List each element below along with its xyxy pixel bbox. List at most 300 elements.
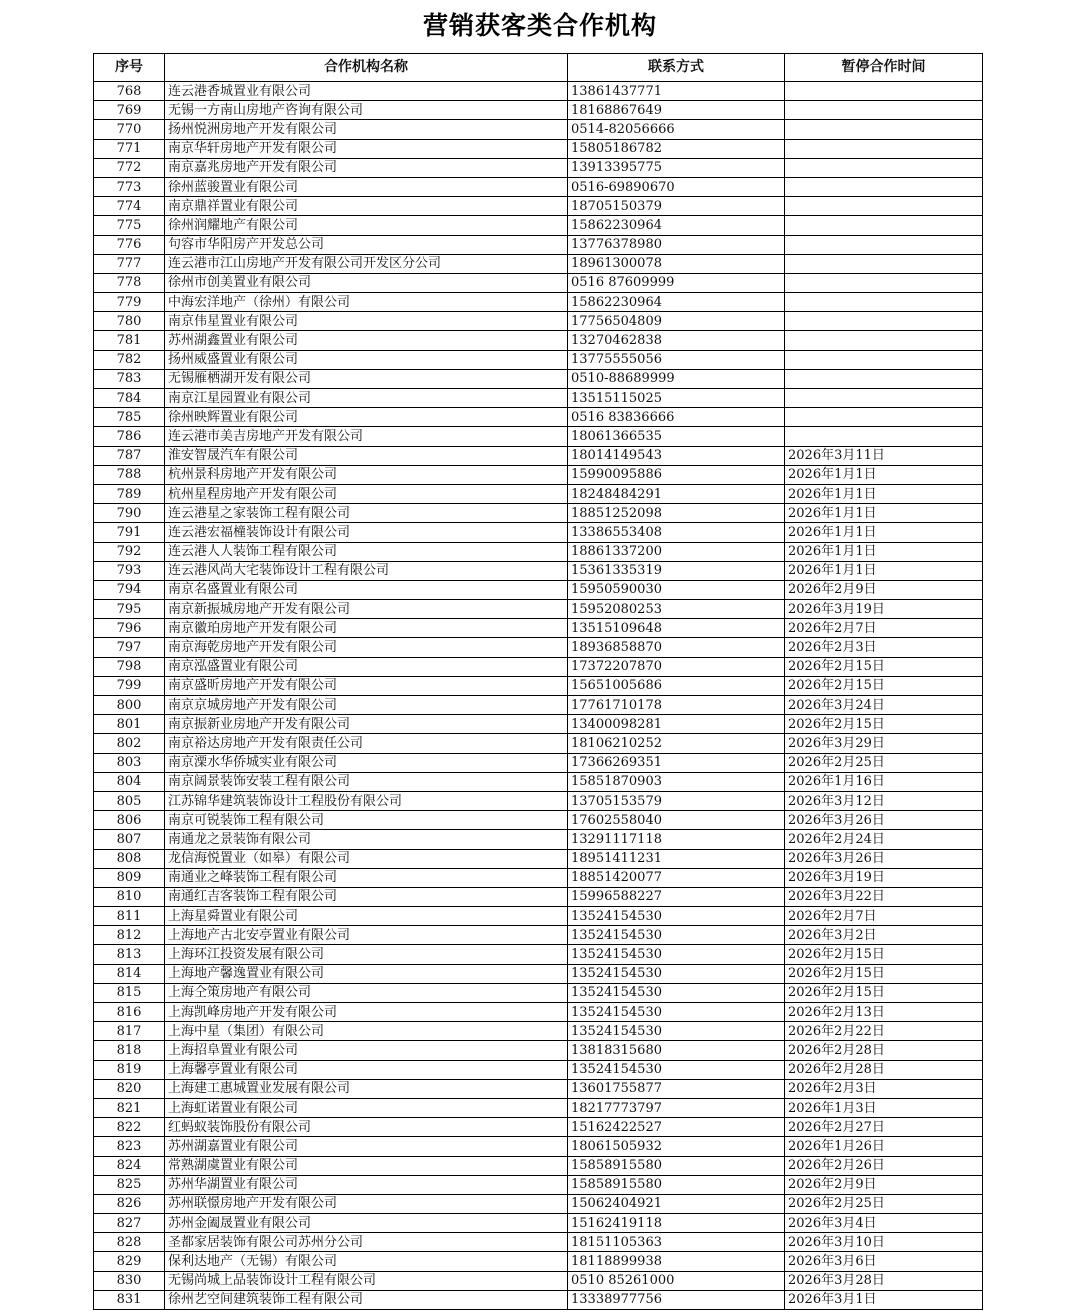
institution-name-cell: 无锡一方南山房地产咨询有限公司 [165,101,568,120]
contact-cell: 18061366535 [568,427,785,446]
header-institution-name: 合作机构名称 [165,54,568,82]
contact-cell: 13524154530 [568,1060,785,1079]
contact-cell: 13601755877 [568,1079,785,1098]
suspension-date-cell: 2026年3月22日 [785,887,983,906]
institution-name-cell: 南京溧水华侨城实业有限公司 [165,753,568,772]
suspension-date-cell: 2026年3月6日 [785,1252,983,1271]
serial-number-cell: 792 [94,542,165,561]
suspension-date-cell: 2026年2月9日 [785,580,983,599]
table-row [94,1290,983,1309]
serial-number-cell: 830 [94,1271,165,1290]
serial-number-cell: 812 [94,926,165,945]
table-row [94,1098,983,1117]
suspension-date-cell: 2026年2月15日 [785,657,983,676]
table-row [94,1194,983,1213]
table-row [94,830,983,849]
table-row [94,887,983,906]
table-row [94,389,983,408]
suspension-date-cell [785,389,983,408]
contact-cell: 13524154530 [568,945,785,964]
suspension-date-cell: 2026年3月19日 [785,868,983,887]
serial-number-cell: 799 [94,676,165,695]
contact-cell: 17756504809 [568,312,785,331]
institution-name-cell: 南京可锐装饰工程有限公司 [165,811,568,830]
serial-number-cell: 780 [94,312,165,331]
suspension-date-cell: 2026年2月15日 [785,676,983,695]
institution-name-cell: 苏州华湖置业有限公司 [165,1175,568,1194]
suspension-date-cell: 2026年1月1日 [785,561,983,580]
serial-number-cell: 772 [94,158,165,177]
institution-name-cell: 苏州湖嘉置业有限公司 [165,1137,568,1156]
institution-name-cell: 上海中星（集团）有限公司 [165,1022,568,1041]
table-row [94,1003,983,1022]
serial-number-cell: 778 [94,273,165,292]
table-row [94,120,983,139]
serial-number-cell: 814 [94,964,165,983]
serial-number-cell: 795 [94,600,165,619]
table-row [94,523,983,542]
table-row [94,197,983,216]
table-row [94,657,983,676]
contact-cell: 13524154530 [568,1003,785,1022]
suspension-date-cell [785,254,983,273]
institution-name-cell: 南京京城房地产开发有限公司 [165,696,568,715]
institution-name-cell: 南京鼎祥置业有限公司 [165,197,568,216]
serial-number-cell: 771 [94,139,165,158]
suspension-date-cell: 2026年2月15日 [785,715,983,734]
table-row [94,350,983,369]
contact-cell: 15996588227 [568,887,785,906]
contact-cell: 13338977756 [568,1290,785,1309]
suspension-date-cell: 2026年3月28日 [785,1271,983,1290]
header-row [94,54,983,82]
suspension-date-cell: 2026年1月1日 [785,523,983,542]
contact-cell: 18106210252 [568,734,785,753]
institution-name-cell: 扬州威盛置业有限公司 [165,350,568,369]
institution-name-cell: 南京泓盛置业有限公司 [165,657,568,676]
serial-number-cell: 824 [94,1156,165,1175]
institution-name-cell: 苏州联憬房地产开发有限公司 [165,1194,568,1213]
serial-number-cell: 806 [94,811,165,830]
suspension-date-cell: 2026年2月28日 [785,1041,983,1060]
table-row [94,369,983,388]
institution-name-cell: 徐州映辉置业有限公司 [165,408,568,427]
serial-number-cell: 779 [94,293,165,312]
contact-cell: 18168867649 [568,101,785,120]
suspension-date-cell [785,120,983,139]
institution-name-cell: 上海星舜置业有限公司 [165,907,568,926]
table-row [94,1137,983,1156]
suspension-date-cell: 2026年3月26日 [785,811,983,830]
contact-cell: 18705150379 [568,197,785,216]
institution-name-cell: 淮安智晟汽车有限公司 [165,446,568,465]
serial-number-cell: 800 [94,696,165,715]
contact-cell: 17366269351 [568,753,785,772]
table-row [94,983,983,1002]
serial-number-cell: 808 [94,849,165,868]
table-row [94,254,983,273]
institution-name-cell: 句容市华阳房产开发总公司 [165,235,568,254]
serial-number-cell: 829 [94,1252,165,1271]
suspension-date-cell: 2026年3月11日 [785,446,983,465]
suspension-date-cell: 2026年2月28日 [785,1060,983,1079]
contact-cell: 13524154530 [568,907,785,926]
contact-cell: 13818315680 [568,1041,785,1060]
contact-cell: 15805186782 [568,139,785,158]
contact-cell: 17761710178 [568,696,785,715]
suspension-date-cell: 2026年1月1日 [785,465,983,484]
header-contact: 联系方式 [568,54,785,82]
table-row [94,139,983,158]
table-row [94,273,983,292]
suspension-date-cell: 2026年3月2日 [785,926,983,945]
contact-cell: 15990095886 [568,465,785,484]
serial-number-cell: 819 [94,1060,165,1079]
contact-cell: 18014149543 [568,446,785,465]
contact-cell: 18861337200 [568,542,785,561]
suspension-date-cell: 2026年2月7日 [785,619,983,638]
table-row [94,216,983,235]
serial-number-cell: 807 [94,830,165,849]
serial-number-cell: 783 [94,369,165,388]
table-row [94,408,983,427]
contact-cell: 15952080253 [568,600,785,619]
table-row [94,600,983,619]
serial-number-cell: 768 [94,82,165,101]
institution-name-cell: 保利达地产（无锡）有限公司 [165,1252,568,1271]
institution-name-cell: 连云港星之家装饰工程有限公司 [165,504,568,523]
suspension-date-cell [785,427,983,446]
serial-number-cell: 815 [94,983,165,1002]
institution-name-cell: 上海招阜置业有限公司 [165,1041,568,1060]
table-row [94,945,983,964]
table-row [94,580,983,599]
contact-cell: 13913395775 [568,158,785,177]
suspension-date-cell: 2026年1月1日 [785,484,983,503]
suspension-date-cell: 2026年3月12日 [785,791,983,810]
contact-cell: 18217773797 [568,1098,785,1117]
table-row [94,542,983,561]
serial-number-cell: 787 [94,446,165,465]
table-row [94,676,983,695]
institution-name-cell: 连云港香城置业有限公司 [165,82,568,101]
institution-name-cell: 南通业之峰装饰工程有限公司 [165,868,568,887]
suspension-date-cell: 2026年1月26日 [785,1137,983,1156]
institution-name-cell: 南京海乾房地产开发有限公司 [165,638,568,657]
serial-number-cell: 794 [94,580,165,599]
contact-cell: 13291117118 [568,830,785,849]
contact-cell: 15361335319 [568,561,785,580]
suspension-date-cell [785,158,983,177]
suspension-date-cell: 2026年1月1日 [785,504,983,523]
institution-name-cell: 圣都家居装饰有限公司苏州分公司 [165,1233,568,1252]
suspension-date-cell: 2026年2月25日 [785,753,983,772]
serial-number-cell: 818 [94,1041,165,1060]
suspension-date-cell: 2026年3月10日 [785,1233,983,1252]
institution-name-cell: 南京江星园置业有限公司 [165,389,568,408]
contact-cell: 13524154530 [568,1022,785,1041]
institution-name-cell: 上海凯峰房地产开发有限公司 [165,1003,568,1022]
suspension-date-cell: 2026年2月24日 [785,830,983,849]
table-row [94,1175,983,1194]
serial-number-cell: 802 [94,734,165,753]
suspension-date-cell: 2026年3月4日 [785,1214,983,1233]
table-row [94,465,983,484]
suspension-date-cell: 2026年3月1日 [785,1290,983,1309]
serial-number-cell: 803 [94,753,165,772]
suspension-date-cell [785,235,983,254]
contact-cell: 18061505932 [568,1137,785,1156]
institution-name-cell: 上海仝策房地产有限公司 [165,983,568,1002]
institution-name-cell: 上海环江投资发展有限公司 [165,945,568,964]
table-row [94,849,983,868]
serial-number-cell: 774 [94,197,165,216]
serial-number-cell: 811 [94,907,165,926]
serial-number-cell: 801 [94,715,165,734]
contact-cell: 18118899938 [568,1252,785,1271]
suspension-date-cell: 2026年3月26日 [785,849,983,868]
contact-cell: 15651005686 [568,676,785,695]
table-body [94,82,983,1310]
table-row [94,926,983,945]
suspension-date-cell: 2026年2月25日 [785,1194,983,1213]
serial-number-cell: 789 [94,484,165,503]
institution-name-cell: 徐州蓝骏置业有限公司 [165,177,568,196]
institution-name-cell: 无锡雁栖湖开发有限公司 [165,369,568,388]
table-row [94,1060,983,1079]
institution-name-cell: 南京盛昕房地产开发有限公司 [165,676,568,695]
institution-name-cell: 南京新振城房地产开发有限公司 [165,600,568,619]
contact-cell: 13775555056 [568,350,785,369]
serial-number-cell: 827 [94,1214,165,1233]
serial-number-cell: 826 [94,1194,165,1213]
serial-number-cell: 785 [94,408,165,427]
serial-number-cell: 821 [94,1098,165,1117]
contact-cell: 15862230964 [568,216,785,235]
contact-cell: 0510 85261000 [568,1271,785,1290]
suspension-date-cell: 2026年1月1日 [785,542,983,561]
contact-cell: 15851870903 [568,772,785,791]
table-row [94,1079,983,1098]
serial-number-cell: 810 [94,887,165,906]
serial-number-cell: 820 [94,1079,165,1098]
institution-name-cell: 徐州市创美置业有限公司 [165,273,568,292]
institution-name-cell: 南京华轩房地产开发有限公司 [165,139,568,158]
contact-cell: 15858915580 [568,1156,785,1175]
serial-number-cell: 828 [94,1233,165,1252]
table-row [94,1233,983,1252]
institution-name-cell: 苏州湖鑫置业有限公司 [165,331,568,350]
institution-name-cell: 南京阔景装饰安装工程有限公司 [165,772,568,791]
institution-name-cell: 连云港宏福橦装饰设计有限公司 [165,523,568,542]
serial-number-cell: 822 [94,1118,165,1137]
institution-name-cell: 连云港市江山房地产开发有限公司开发区分公司 [165,254,568,273]
institution-name-cell: 南京振新业房地产开发有限公司 [165,715,568,734]
table-row [94,715,983,734]
table-row [94,427,983,446]
table-row [94,907,983,926]
institution-name-cell: 红蚂蚁装饰股份有限公司 [165,1118,568,1137]
serial-number-cell: 781 [94,331,165,350]
institution-name-cell: 杭州星程房地产开发有限公司 [165,484,568,503]
suspension-date-cell: 2026年2月7日 [785,907,983,926]
suspension-date-cell: 2026年1月16日 [785,772,983,791]
table-row [94,331,983,350]
institution-name-cell: 连云港人人装饰工程有限公司 [165,542,568,561]
suspension-date-cell: 2026年2月15日 [785,983,983,1002]
serial-number-cell: 786 [94,427,165,446]
contact-cell: 0510-88689999 [568,369,785,388]
serial-number-cell: 813 [94,945,165,964]
table-row [94,1041,983,1060]
table-row [94,1271,983,1290]
institution-name-cell: 南京伟星置业有限公司 [165,312,568,331]
institution-name-cell: 南京嘉兆房地产开发有限公司 [165,158,568,177]
suspension-date-cell [785,82,983,101]
contact-cell: 18961300078 [568,254,785,273]
serial-number-cell: 773 [94,177,165,196]
suspension-date-cell [785,293,983,312]
institution-name-cell: 江苏锦华建筑装饰设计工程股份有限公司 [165,791,568,810]
suspension-date-cell: 2026年2月3日 [785,1079,983,1098]
contact-cell: 13270462838 [568,331,785,350]
contact-cell: 0516-69890670 [568,177,785,196]
contact-cell: 13515109648 [568,619,785,638]
institution-name-cell: 连云港风尚大宅装饰设计工程有限公司 [165,561,568,580]
table-row [94,772,983,791]
contact-cell: 13515115025 [568,389,785,408]
table-row [94,177,983,196]
suspension-date-cell [785,177,983,196]
suspension-date-cell: 2026年1月3日 [785,1098,983,1117]
institution-name-cell: 徐州润耀地产有限公司 [165,216,568,235]
institution-name-cell: 扬州悦洲房地产开发有限公司 [165,120,568,139]
contact-cell: 18851252098 [568,504,785,523]
institution-name-cell: 上海地产古北安亭置业有限公司 [165,926,568,945]
suspension-date-cell [785,273,983,292]
table-row [94,82,983,101]
contact-cell: 13705153579 [568,791,785,810]
contact-cell: 13524154530 [568,983,785,1002]
institution-name-cell: 上海地产馨逸置业有限公司 [165,964,568,983]
suspension-date-cell [785,331,983,350]
serial-number-cell: 790 [94,504,165,523]
contact-cell: 18951411231 [568,849,785,868]
contact-cell: 17372207870 [568,657,785,676]
institution-name-cell: 南通龙之景装饰有限公司 [165,830,568,849]
suspension-date-cell [785,350,983,369]
suspension-date-cell [785,369,983,388]
serial-number-cell: 776 [94,235,165,254]
table-row [94,868,983,887]
table-row [94,734,983,753]
table-row [94,293,983,312]
institution-name-cell: 常熟湖虞置业有限公司 [165,1156,568,1175]
contact-cell: 13524154530 [568,964,785,983]
table-header [94,54,983,82]
contact-cell: 18851420077 [568,868,785,887]
table-row [94,158,983,177]
institution-name-cell: 南京名盛置业有限公司 [165,580,568,599]
serial-number-cell: 804 [94,772,165,791]
serial-number-cell: 809 [94,868,165,887]
contact-cell: 17602558040 [568,811,785,830]
suspension-date-cell [785,408,983,427]
institution-name-cell: 南京徽珀房地产开发有限公司 [165,619,568,638]
contact-cell: 18248484291 [568,484,785,503]
serial-number-cell: 817 [94,1022,165,1041]
suspension-date-cell: 2026年2月27日 [785,1118,983,1137]
serial-number-cell: 777 [94,254,165,273]
suspension-date-cell [785,216,983,235]
institution-name-cell: 上海馨亭置业有限公司 [165,1060,568,1079]
serial-number-cell: 793 [94,561,165,580]
header-suspension-date: 暂停合作时间 [785,54,983,82]
table-row [94,484,983,503]
table-row [94,1022,983,1041]
suspension-date-cell: 2026年2月13日 [785,1003,983,1022]
contact-cell: 0516 83836666 [568,408,785,427]
suspension-date-cell: 2026年2月15日 [785,945,983,964]
serial-number-cell: 769 [94,101,165,120]
serial-number-cell: 825 [94,1175,165,1194]
table-row [94,811,983,830]
suspension-date-cell: 2026年2月26日 [785,1156,983,1175]
table-row [94,446,983,465]
suspension-date-cell [785,101,983,120]
institution-name-cell: 南通红吉客装饰工程有限公司 [165,887,568,906]
table-row [94,101,983,120]
contact-cell: 13776378980 [568,235,785,254]
suspension-date-cell: 2026年2月3日 [785,638,983,657]
contact-cell: 13400098281 [568,715,785,734]
contact-cell: 18151105363 [568,1233,785,1252]
suspension-date-cell: 2026年2月15日 [785,964,983,983]
serial-number-cell: 770 [94,120,165,139]
suspension-date-cell: 2026年2月22日 [785,1022,983,1041]
serial-number-cell: 791 [94,523,165,542]
table-row [94,638,983,657]
contact-cell: 15162422527 [568,1118,785,1137]
institution-name-cell: 龙信海悦置业（如皋）有限公司 [165,849,568,868]
contact-cell: 13524154530 [568,926,785,945]
suspension-date-cell [785,197,983,216]
contact-cell: 13861437771 [568,82,785,101]
suspension-date-cell: 2026年3月29日 [785,734,983,753]
table-row [94,1252,983,1271]
contact-cell: 15062404921 [568,1194,785,1213]
serial-number-cell: 782 [94,350,165,369]
serial-number-cell: 784 [94,389,165,408]
table-row [94,504,983,523]
contact-cell: 0516 87609999 [568,273,785,292]
cooperation-table [93,53,983,1310]
table-row [94,791,983,810]
table-row [94,561,983,580]
serial-number-cell: 775 [94,216,165,235]
institution-name-cell: 上海虹诺置业有限公司 [165,1098,568,1117]
table-row [94,753,983,772]
institution-name-cell: 上海建工惠城置业发展有限公司 [165,1079,568,1098]
table-row [94,235,983,254]
suspension-date-cell: 2026年2月9日 [785,1175,983,1194]
serial-number-cell: 788 [94,465,165,484]
contact-cell: 15862230964 [568,293,785,312]
institution-name-cell: 中海宏洋地产（徐州）有限公司 [165,293,568,312]
serial-number-cell: 823 [94,1137,165,1156]
serial-number-cell: 816 [94,1003,165,1022]
document-title: 营销获客类合作机构 [422,11,657,40]
